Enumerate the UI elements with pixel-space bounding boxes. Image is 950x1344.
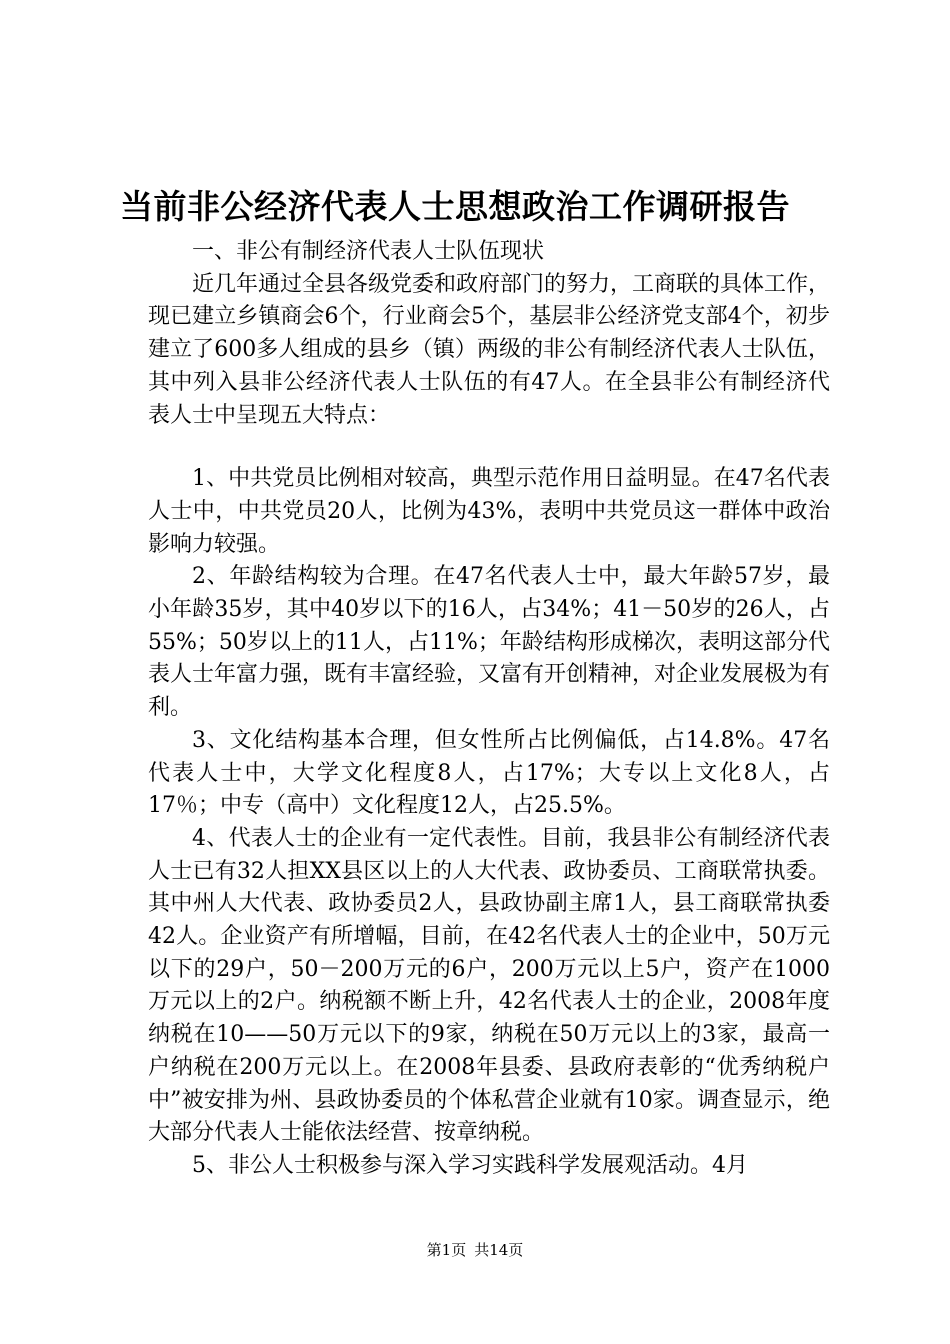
paragraph-gap — [148, 432, 830, 463]
document-body — [148, 236, 830, 1183]
document-title: 当前非公经济代表人士思想政治工作调研报告 — [120, 187, 790, 226]
paragraph: 4、代表人士的企业有一定代表性。目前，我县非公有制经济代表人士已有32人担XX县区以上的人大代表、政协委员、工商联常执委。其中州人大代表、政协委员2人，县政协副主席1人，县工商联常执委42人。企业资产有所增幅，目前，在42名代表人士的企业中，50万元以下的29户，50－200万元的6户，200万元以上5户，资产在1000万元以上的2户。纳税额不断上升，42名代表人士的企业，2008年度纳税在10——50万元以下的9家，纳税在50万元以上的3家，最高一户纳税在200万元以上。在2008年县委、县政府表彰的“优秀纳税户中”被安排为州、县政协委员的个体私营企业就有10家。调查显示，绝大部分代表人士能依法经营、按章纳税。 — [148, 825, 830, 1146]
paragraph: 3、文化结构基本合理，但女性所占比例偏低，占14.8%。47名代表人士中，大学文化程度8人，占17%；大专以上文化8人，占17％；中专（高中）文化程度12人，占25.5%。 — [148, 727, 830, 819]
section-heading: 一、非公有制经济代表人士队伍现状 — [192, 239, 545, 264]
paragraph: 近几年通过全县各级党委和政府部门的努力，工商联的具体工作，现已建立乡镇商会6个，行业商会5个，基层非公经济党支部4个，初步建立了600多人组成的县乡（镇）两级的非公有制经济代表人士队伍，其中列入县非公经济代表人士队伍的有47人。在全县非公有制经济代表人士中呈现五大特点： — [148, 271, 831, 428]
page-footer — [0, 1240, 950, 1260]
paragraph: 5、非公人士积极参与深入学习实践科学发展观活动。4月 — [192, 1152, 748, 1178]
page-total: 共14页 — [474, 1241, 524, 1259]
paragraph: 2、年龄结构较为合理。在47名代表人士中，最大年龄57岁，最小年龄35岁，其中40岁以下的16人，占34%；41－50岁的26人，占55%；50岁以上的11人，占11%；年龄结构形成梯次，表明这部分代表人士年富力强，既有丰富经验，又富有开创精神，对企业发展极为有利。 — [148, 564, 831, 721]
page-number: 第1页 — [426, 1241, 467, 1259]
paragraph: 1、中共党员比例相对较高，典型示范作用日益明显。在47名代表人士中，中共党员20人，比例为43%，表明中共党员这一群体中政治影响力较强。 — [148, 466, 830, 557]
